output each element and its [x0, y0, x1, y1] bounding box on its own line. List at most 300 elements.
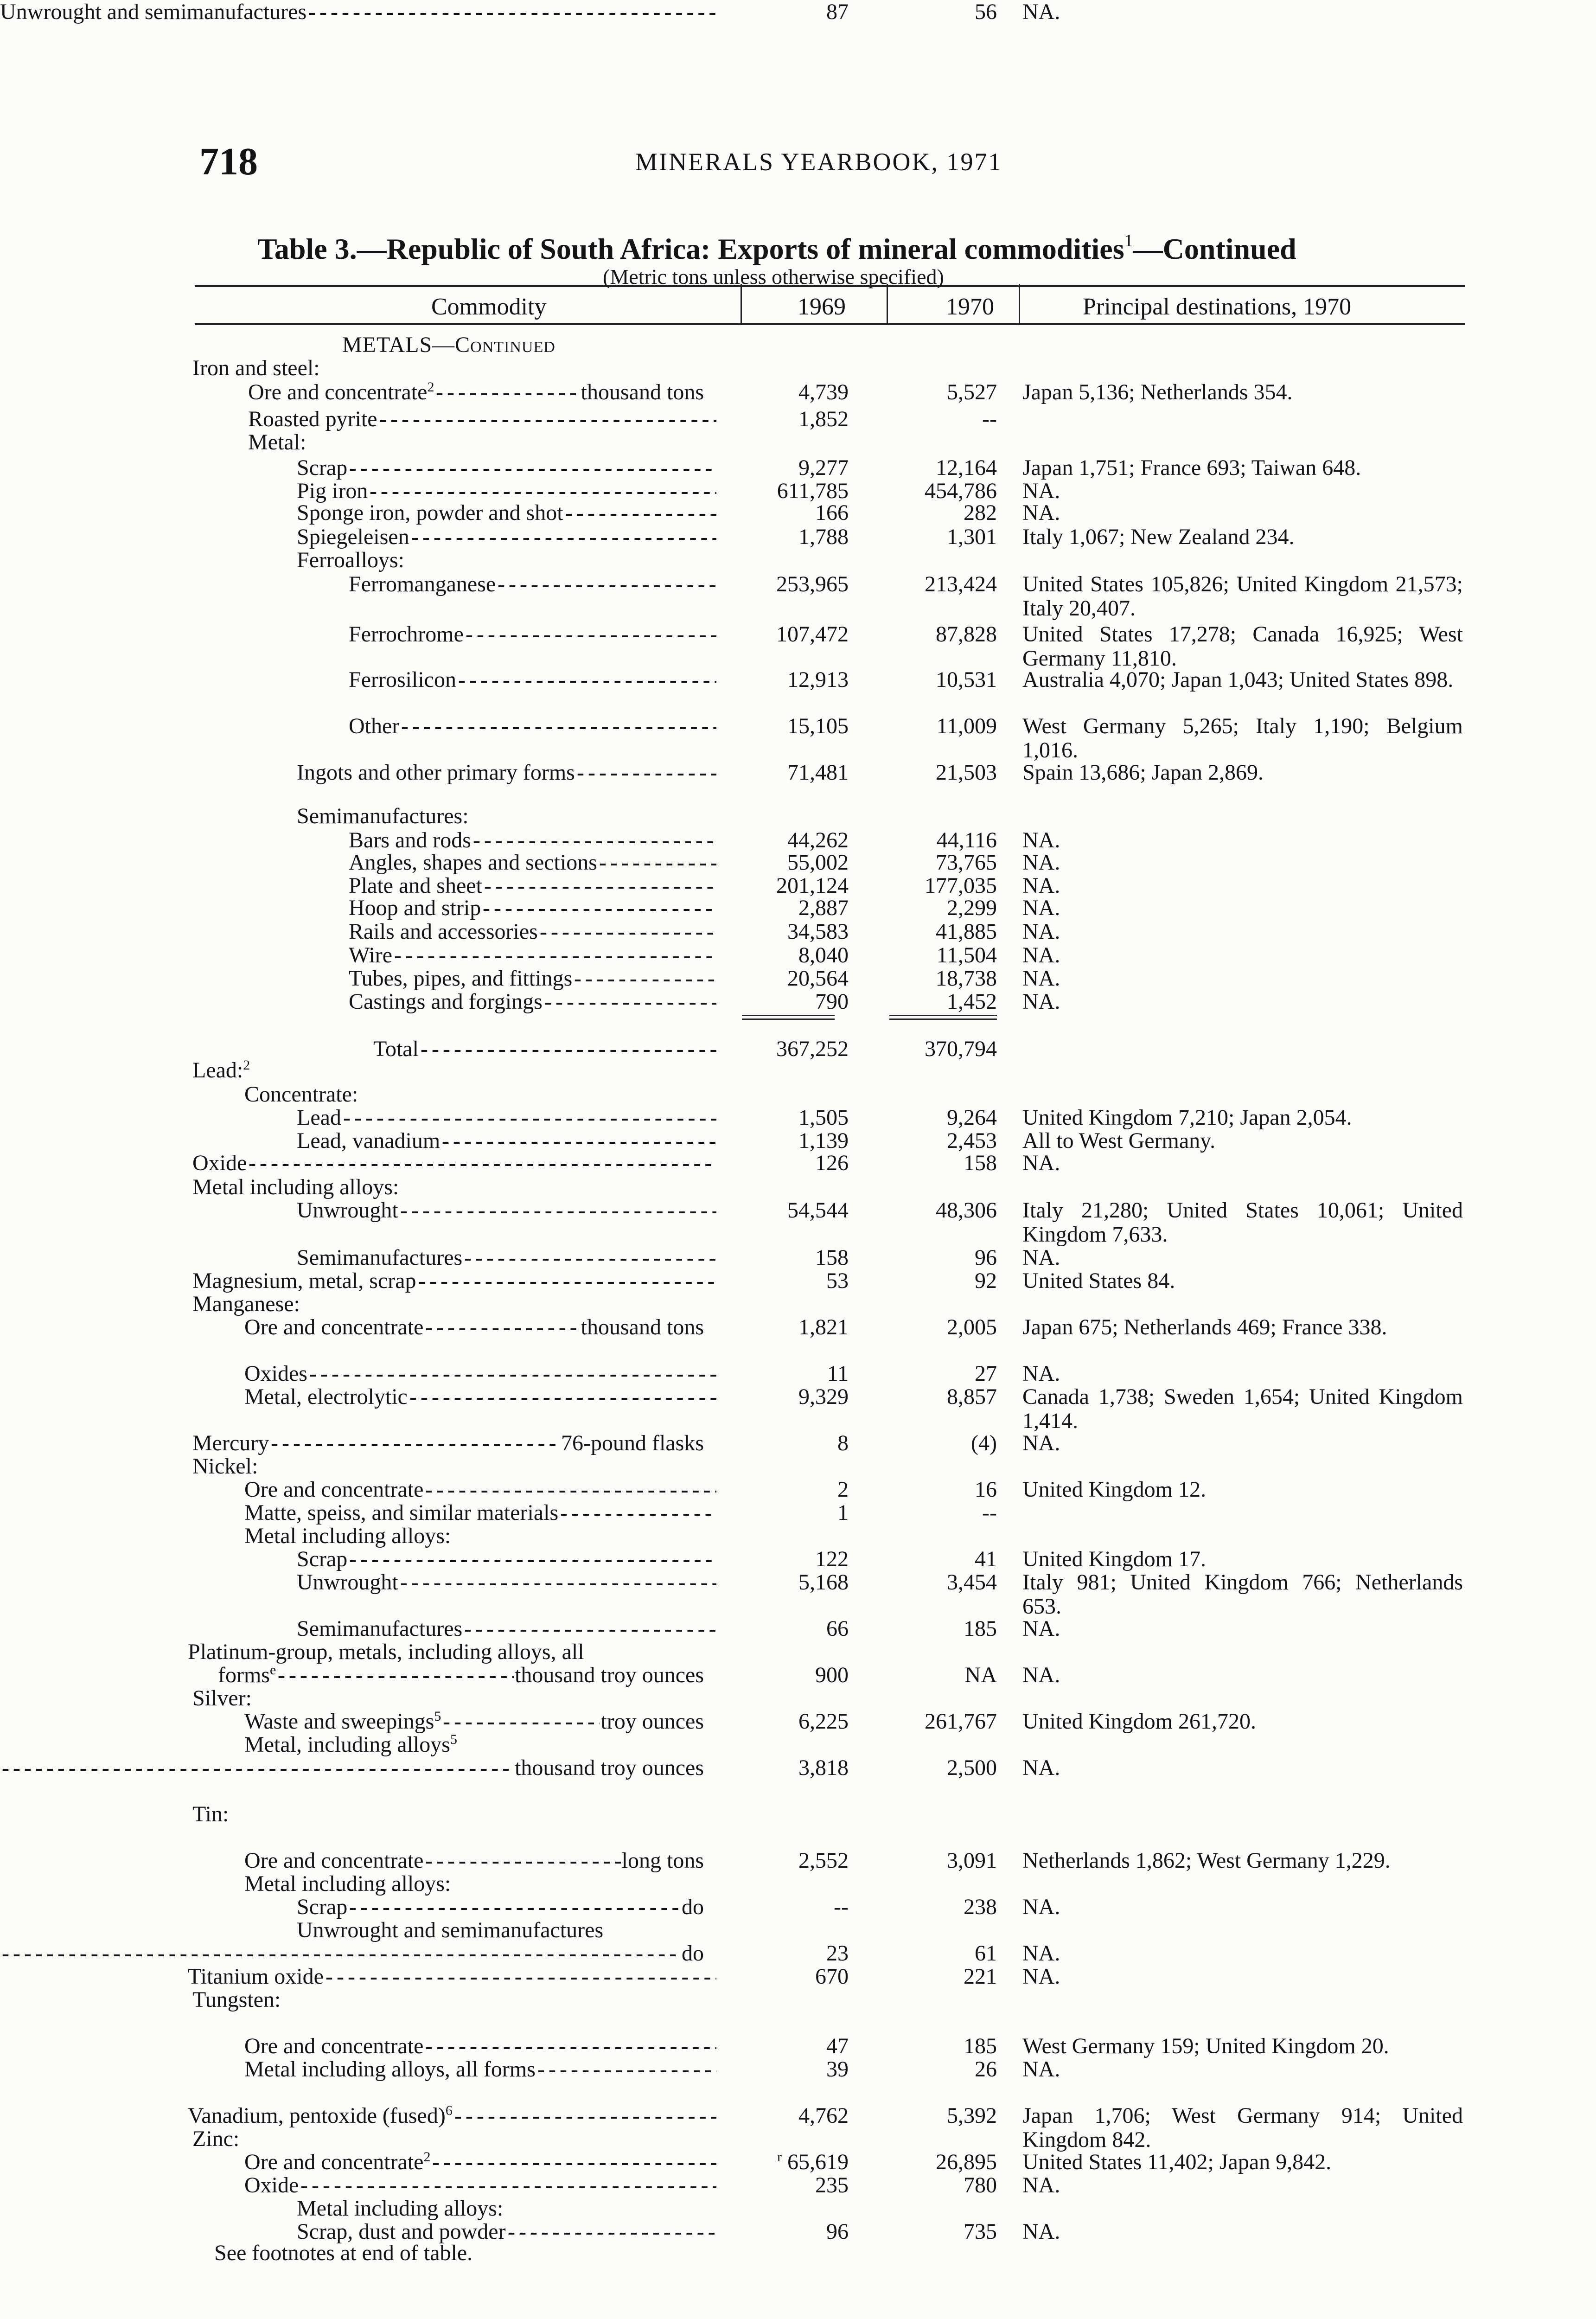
row-destinations: Australia 4,070; Japan 1,043; United States 898.	[1022, 667, 1454, 692]
row-label: Unwrought	[297, 1198, 398, 1223]
row-destinations: United Kingdom 261,720.	[1022, 1709, 1256, 1734]
row-destinations: NA.	[1022, 943, 1060, 967]
value-1970: 3,454	[947, 1570, 997, 1595]
value-1970: 185	[964, 1616, 997, 1641]
table-row	[0, 1083, 1596, 1107]
row-label: Metal:	[248, 430, 306, 455]
table-row	[0, 1454, 1596, 1479]
value-1970: 10,531	[936, 667, 997, 692]
dot-leader	[574, 967, 716, 991]
value-1969: 166	[815, 500, 849, 525]
row-destinations: United States 17,278; Canada 16,925; West Germany 11,810.	[1022, 622, 1463, 671]
value-1970: 454,786	[925, 479, 997, 503]
row-destinations: Italy 1,067; New Zealand 234.	[1022, 525, 1295, 549]
row-label: Metal including alloys:	[192, 1175, 399, 1199]
row-label: Silver:	[192, 1686, 252, 1710]
row-label: Oxide	[244, 2173, 299, 2197]
dot-leader	[425, 2034, 716, 2058]
table-row	[0, 1547, 1596, 1571]
dot-leader	[464, 1246, 716, 1270]
value-1970: 44,116	[936, 828, 997, 852]
dot-leader	[464, 1617, 716, 1641]
row-label: Mercury	[192, 1431, 269, 1455]
table-row	[0, 1246, 1596, 1270]
row-label: Plate and sheet	[349, 873, 482, 898]
row-footnote-mark: 2	[243, 1057, 250, 1073]
value-1969: 34,583	[787, 919, 849, 944]
table-row	[0, 714, 1596, 762]
table-row	[0, 380, 1596, 404]
table-row	[0, 1965, 1596, 1989]
row-label: forms$^e$	[218, 1662, 276, 1687]
row-destinations: NA.	[1022, 919, 1060, 944]
dot-leader	[2, 1941, 681, 1966]
dot-leader	[2, 1756, 514, 1780]
value-1970: 48,306	[936, 1198, 997, 1223]
table-subtitle: (Metric tons unless otherwise specified)	[603, 265, 944, 288]
value-1969: 253,965	[776, 572, 849, 596]
value-1970: 213,424	[925, 572, 997, 596]
row-label: Ore and concentrate	[244, 2034, 424, 2058]
row-label: Tungsten:	[192, 1987, 281, 2012]
table-row	[0, 1570, 1596, 1619]
table-row	[0, 2057, 1596, 2082]
row-destinations: NA.	[1022, 1431, 1060, 1455]
row-label: Ferroalloys:	[297, 548, 404, 572]
dot-leader	[540, 920, 716, 944]
table-row	[0, 1501, 1596, 1525]
table-title-footnote: 1	[1124, 231, 1133, 250]
row-destinations: NA.	[1022, 1616, 1060, 1641]
row-unit: 76-pound flasks	[561, 1431, 704, 1455]
dot-leader	[401, 714, 716, 738]
value-1969: 71,481	[787, 760, 849, 785]
row-label: Tin:	[192, 1802, 229, 1826]
row-label: Unwrought	[297, 1570, 398, 1595]
dot-leader	[443, 1710, 600, 1734]
dot-leader	[409, 1385, 716, 1409]
row-destinations: Japan 675; Netherlands 469; France 338.	[1022, 1315, 1387, 1339]
value-1970: 41	[975, 1547, 997, 1571]
value-1969: 8,040	[798, 943, 849, 967]
value-1969: 790	[815, 989, 849, 1014]
row-destinations: United Kingdom 17.	[1022, 1547, 1206, 1571]
table-title	[257, 232, 1296, 266]
value-1969: 1,821	[798, 1315, 849, 1339]
table-row	[0, 2127, 1596, 2151]
table-row	[0, 1733, 1596, 1757]
row-label: Lead	[297, 1105, 341, 1130]
dot-leader	[326, 1965, 716, 1989]
row-label: Ferrochrome	[349, 622, 464, 647]
table-row	[0, 804, 1596, 828]
dot-leader	[544, 990, 716, 1014]
row-label: Roasted pyrite	[248, 407, 377, 431]
table-row	[0, 1315, 1596, 1339]
value-1970: 2,500	[947, 1755, 997, 1780]
row-label: Tubes, pipes, and fittings	[349, 966, 573, 991]
table-row	[0, 0, 1596, 24]
row-label: Scrap	[297, 1895, 348, 1919]
row-destinations: NA.	[1022, 1361, 1060, 1386]
value-1969: 201,124	[776, 873, 849, 898]
col-header-commodity: Commodity	[431, 294, 547, 320]
row-destinations: All to West Germany.	[1022, 1128, 1216, 1153]
value-1969: 66	[826, 1616, 849, 1641]
row-label: Oxide	[192, 1151, 247, 1175]
row-destinations: NA.	[1022, 896, 1060, 920]
page-number: 718	[199, 140, 258, 183]
value-1969: 1,505	[798, 1105, 849, 1130]
row-destinations: United States 105,826; United Kingdom 21,573; Italy 20,407.	[1022, 572, 1463, 621]
row-label: Vanadium, pentoxide (fused)$^6$	[188, 2103, 453, 2128]
row-unit: thousand troy ounces	[515, 1755, 704, 1780]
row-destinations: United States 84.	[1022, 1268, 1175, 1293]
row-label: Metal, including alloys$^5$	[244, 1732, 457, 1757]
value-1970: 5,527	[947, 380, 997, 404]
row-label: Metal, electrolytic	[244, 1384, 408, 1409]
row-destinations: NA.	[1022, 966, 1060, 991]
value-1969: 4,762	[798, 2103, 849, 2128]
value-1970: 56	[975, 0, 997, 24]
table-row	[0, 1663, 1596, 1687]
col-divider	[1019, 284, 1020, 323]
row-label: Unwrought and semimanufactures	[0, 0, 307, 24]
value-1969: 2,887	[798, 896, 849, 920]
table-row	[0, 1802, 1596, 1826]
dot-leader	[473, 828, 716, 852]
row-label: Ore and concentrate	[244, 1315, 424, 1339]
row-label: Scrap, dust and powder	[297, 2219, 506, 2244]
row-unit: thousand tons	[581, 1315, 704, 1339]
table-row	[0, 967, 1596, 991]
value-1969: 9,277	[798, 455, 849, 480]
row-label: Semimanufactures	[297, 1245, 463, 1270]
row-label: Metal including alloys:	[297, 2196, 504, 2221]
value-1969: 47	[826, 2034, 849, 2058]
dot-leader	[421, 1037, 716, 1061]
value-1970: 9,264	[947, 1105, 997, 1130]
value-1970: 238	[964, 1895, 997, 1919]
row-label: Wire	[349, 943, 393, 967]
dot-leader	[309, 1362, 716, 1386]
row-label: Metal including alloys:	[244, 1524, 451, 1548]
col-divider	[887, 284, 888, 323]
value-1969: 55,002	[787, 850, 849, 875]
table-title-text: Table 3.—Republic of South Africa: Exports of mineral commodities	[257, 232, 1124, 265]
dot-leader	[411, 525, 716, 549]
value-1969: 6,225	[798, 1709, 849, 1734]
value-1970: 96	[975, 1245, 997, 1270]
row-label: Concentrate:	[244, 1082, 358, 1107]
row-destinations: NA.	[1022, 828, 1060, 852]
value-1970: 11,009	[936, 714, 997, 738]
table-row	[0, 622, 1596, 671]
value-1969: 54,544	[787, 1198, 849, 1223]
row-label: Nickel:	[192, 1454, 258, 1479]
dot-leader	[458, 668, 716, 692]
row-label: Waste and sweepings$^5$	[244, 1709, 441, 1734]
table-row	[0, 1710, 1596, 1734]
dot-leader	[484, 874, 716, 898]
col-header-destinations: Principal destinations, 1970	[1083, 294, 1352, 320]
dot-leader	[425, 1315, 580, 1339]
row-label: Matte, speiss, and similar materials	[244, 1500, 559, 1525]
row-destinations: NA.	[1022, 1755, 1060, 1780]
row-unit: thousand tons	[581, 380, 704, 404]
value-1969: 2	[837, 1477, 849, 1502]
row-unit: thousand troy ounces	[515, 1663, 704, 1687]
dot-leader	[249, 1151, 716, 1175]
row-label: Metal including alloys:	[244, 1871, 451, 1896]
dot-leader	[483, 896, 716, 920]
value-1970: (4)	[971, 1431, 997, 1455]
row-label: Unwrought and semimanufactures	[297, 1918, 604, 1942]
dot-leader	[308, 0, 716, 24]
dot-leader	[349, 1547, 716, 1571]
row-destinations: NA.	[1022, 1895, 1060, 1919]
row-label: Other	[349, 714, 400, 738]
value-1970: 41,885	[936, 919, 997, 944]
table-row	[0, 1106, 1596, 1130]
table-row	[0, 2197, 1596, 2221]
row-destinations: West Germany 159; United Kingdom 20.	[1022, 2034, 1389, 2058]
value-1969: 122	[815, 1547, 849, 1571]
table-row	[0, 920, 1596, 944]
row-destinations: United Kingdom 7,210; Japan 2,054.	[1022, 1105, 1352, 1130]
row-destinations: Japan 5,136; Netherlands 354.	[1022, 380, 1293, 404]
running-title: MINERALS YEARBOOK, 1971	[635, 148, 1002, 176]
table-row	[0, 874, 1596, 898]
value-1970: 735	[964, 2219, 997, 2244]
value-1969: --	[834, 1895, 849, 1919]
value-1969: 670	[815, 1964, 849, 1989]
row-label: Spiegeleisen	[297, 525, 409, 549]
row-label: Scrap	[297, 1547, 348, 1571]
value-1969: 20,564	[787, 966, 849, 991]
value-1970: 26	[975, 2057, 997, 2082]
value-1969: 11	[827, 1361, 849, 1386]
row-destinations: Japan 1,751; France 693; Taiwan 648.	[1022, 455, 1361, 480]
summation-line	[889, 1019, 997, 1020]
value-1970: --	[982, 1500, 997, 1525]
value-1969: 87	[826, 0, 849, 24]
dot-leader	[349, 456, 716, 480]
row-footnote-mark: 6	[445, 2103, 453, 2118]
value-1970: 12,164	[936, 455, 997, 480]
table-row	[0, 501, 1596, 525]
header-top-rule	[195, 285, 1465, 287]
table-row	[0, 1849, 1596, 1873]
table-title-suffix: —Continued	[1133, 232, 1296, 265]
row-destinations: NA.	[1022, 2057, 1060, 2082]
table-row	[0, 1269, 1596, 1293]
table-row	[0, 851, 1596, 875]
summation-line	[742, 1019, 835, 1020]
row-label: Semimanufactures:	[297, 804, 469, 828]
row-destinations: Spain 13,686; Japan 2,869.	[1022, 760, 1264, 785]
value-1969: 126	[815, 1151, 849, 1175]
dot-leader	[442, 1129, 716, 1153]
table-row	[0, 356, 1596, 380]
table-row	[0, 1058, 1596, 1083]
value-1970: 261,767	[925, 1709, 997, 1734]
value-1969: 15,105	[787, 714, 849, 738]
value-1969: $^r$ 65,619	[777, 2149, 849, 2174]
value-1970: 11,504	[936, 943, 997, 967]
dot-leader	[425, 1478, 716, 1502]
value-1969: 23	[826, 1941, 849, 1966]
row-unit: do	[682, 1941, 704, 1966]
row-destinations: Italy 21,280; United States 10,061; United Kingdom 7,633.	[1022, 1198, 1463, 1247]
row-destinations: NA.	[1022, 1663, 1060, 1687]
row-label: Bars and rods	[349, 828, 471, 852]
row-destinations: NA.	[1022, 1964, 1060, 1989]
table-row	[0, 2173, 1596, 2197]
table-row	[0, 1175, 1596, 1199]
row-label: Ore and concentrate$^2$	[244, 2149, 431, 2174]
value-1970: 2,453	[947, 1128, 997, 1153]
dot-leader	[418, 1269, 716, 1293]
table-row	[0, 668, 1596, 692]
value-1970: 158	[964, 1151, 997, 1175]
dot-leader	[466, 622, 716, 647]
table-row	[0, 1524, 1596, 1548]
row-destinations: West Germany 5,265; Italy 1,190; Belgium 1,016.	[1022, 714, 1463, 762]
value-1969: 2,552	[798, 1848, 849, 1873]
row-label: Zinc:	[192, 2127, 240, 2151]
table-row	[0, 1478, 1596, 1502]
value-1969: 107,472	[776, 622, 849, 647]
row-destinations: Japan 1,706; West Germany 914; United Kingdom 842.	[1022, 2103, 1463, 2152]
value-1970: 185	[964, 2034, 997, 2058]
table-row	[0, 1292, 1596, 1316]
table-row	[0, 1756, 1596, 1780]
table-row	[0, 943, 1596, 967]
value-1969: 158	[815, 1245, 849, 1270]
row-label: Iron and steel:	[192, 356, 320, 380]
dot-leader	[454, 2104, 716, 2128]
row-label: Oxides	[244, 1361, 307, 1386]
summation-line	[889, 1015, 997, 1016]
row-label: Total	[373, 1037, 419, 1061]
row-destinations: United States 11,402; Japan 9,842.	[1022, 2150, 1332, 2174]
row-unit: troy ounces	[600, 1709, 704, 1734]
row-footnote-mark: 5	[434, 1709, 441, 1724]
dot-leader	[370, 479, 716, 503]
row-destinations: Canada 1,738; Sweden 1,654; United Kingdom 1,414.	[1022, 1384, 1463, 1433]
value-1970: 61	[975, 1941, 997, 1966]
row-label: Platinum-group, metals, including alloys, all	[188, 1640, 584, 1664]
value-1970: 92	[975, 1268, 997, 1293]
row-unit: do	[682, 1895, 704, 1919]
row-destinations: NA.	[1022, 873, 1060, 898]
dot-leader	[560, 1501, 716, 1525]
table-row	[0, 1918, 1596, 1942]
dot-leader	[278, 1663, 514, 1687]
value-1969: 900	[815, 1663, 849, 1687]
row-destinations: NA.	[1022, 500, 1060, 525]
value-1969: 44,262	[787, 828, 849, 852]
dot-leader	[425, 1849, 621, 1873]
row-footnote-mark: 5	[450, 1732, 457, 1747]
row-label: Ingots and other primary forms	[297, 760, 575, 785]
value-1970: 2,299	[947, 896, 997, 920]
dot-leader	[271, 1431, 560, 1455]
value-1970: 73,765	[936, 850, 997, 875]
row-destinations: NA.	[1022, 1151, 1060, 1175]
table-row	[0, 525, 1596, 549]
dot-leader	[436, 380, 580, 404]
table-row	[0, 430, 1596, 455]
table-row	[0, 479, 1596, 503]
value-1970: 18,738	[936, 966, 997, 991]
table-row	[0, 1617, 1596, 1641]
col-header-1970: 1970	[946, 294, 994, 320]
value-1970: 221	[964, 1964, 997, 1989]
value-1970: NA	[964, 1663, 997, 1687]
table-row	[0, 1129, 1596, 1153]
header-bottom-rule	[195, 323, 1465, 325]
value-1970: 16	[975, 1477, 997, 1502]
row-label: Ferrosilicon	[349, 667, 456, 692]
table-row	[0, 1362, 1596, 1386]
row-label: Ore and concentrate$^2$	[248, 379, 434, 404]
table-row	[0, 1872, 1596, 1896]
dot-leader	[508, 2220, 716, 2244]
table-footnote: See footnotes at end of table.	[214, 2241, 473, 2265]
row-label: Ore and concentrate	[244, 1848, 424, 1873]
row-label: Ore and concentrate	[244, 1477, 424, 1502]
value-1969: 1,788	[798, 525, 849, 549]
table-row	[0, 1686, 1596, 1710]
row-destinations: Italy 981; United Kingdom 766; Netherlands 653.	[1022, 1570, 1463, 1619]
table-row	[0, 407, 1596, 431]
dot-leader	[343, 1106, 716, 1130]
value-1969: 367,252	[776, 1037, 849, 1061]
dot-leader	[349, 1895, 681, 1919]
row-label: Lead, vanadium	[297, 1128, 440, 1153]
row-label: Lead:$^2$	[192, 1057, 250, 1083]
dot-leader	[300, 2173, 716, 2197]
table-row	[0, 896, 1596, 920]
row-label: Hoop and strip	[349, 896, 481, 920]
table-row	[0, 2150, 1596, 2174]
value-1970: 27	[975, 1361, 997, 1386]
value-1970: 177,035	[925, 873, 997, 898]
row-destinations: NA.	[1022, 1941, 1060, 1966]
row-unit: long tons	[621, 1848, 704, 1873]
value-1969: 8	[837, 1431, 849, 1455]
dot-leader	[577, 761, 716, 785]
dot-leader	[432, 2150, 716, 2174]
value-1969: 9,329	[798, 1384, 849, 1409]
value-1970: 370,794	[925, 1037, 997, 1061]
value-1970: 2,005	[947, 1315, 997, 1339]
table-row	[0, 1151, 1596, 1175]
value-1970: 5,392	[947, 2103, 997, 2128]
row-label: Metal including alloys, all forms	[244, 2057, 536, 2082]
dot-leader	[565, 501, 716, 525]
section-label: METALS—Continued	[342, 333, 555, 357]
table-row	[0, 548, 1596, 572]
row-footnote-mark: 2	[423, 2149, 431, 2165]
row-destinations: NA.	[1022, 2173, 1060, 2197]
row-label: Angles, shapes and sections	[349, 850, 597, 875]
value-1969: 5,168	[798, 1570, 849, 1595]
value-1969: 3,818	[798, 1755, 849, 1780]
row-destinations: NA.	[1022, 0, 1060, 24]
